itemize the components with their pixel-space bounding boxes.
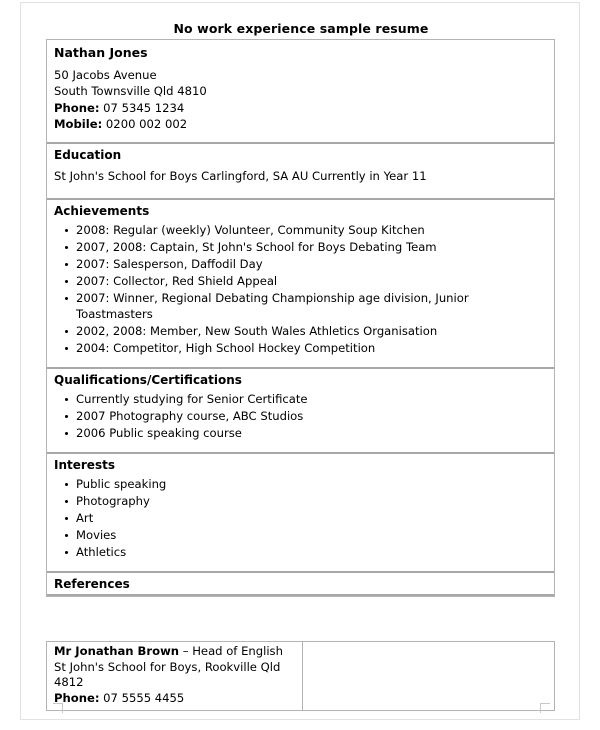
references-heading: References <box>54 577 130 592</box>
reference-empty-cell <box>303 642 554 710</box>
achievements-list <box>54 223 547 358</box>
margin-corner-bottom-right <box>540 703 550 713</box>
reference-organisation: St John's School for Boys, Rookville Qld 4812 <box>54 659 281 690</box>
section-achievements <box>47 198 554 367</box>
achievements-body <box>47 223 554 367</box>
list-item: 2007 Photography course, ABC Studios <box>76 409 547 426</box>
mobile-line <box>54 116 547 132</box>
interests-heading: Interests <box>54 458 115 473</box>
interests-list <box>54 477 547 562</box>
education-text: St John's School for Boys Carlingford, SA AU Currently in Year 11 <box>54 168 427 183</box>
address-line-2: South Townsville Qld 4810 <box>54 84 207 99</box>
reference-name: Mr Jonathan Brown <box>54 644 180 658</box>
reference-phone-value: 07 5555 4455 <box>99 690 185 705</box>
phone-label: Phone: <box>54 100 100 115</box>
list-item: Movies <box>76 528 547 545</box>
list-item: 2008: Regular (weekly) Volunteer, Community Soup Kitchen <box>76 223 547 240</box>
section-education <box>47 142 554 198</box>
list-item: 2007: Collector, Red Shield Appeal <box>76 274 547 291</box>
list-item: 2007: Winner, Regional Debating Championship age division, Junior Toastmasters <box>76 291 547 324</box>
reference-name-line <box>54 644 298 660</box>
phone-line <box>54 100 547 116</box>
applicant-name: Nathan Jones <box>54 45 148 60</box>
reference-phone-line <box>54 691 298 707</box>
education-heading: Education <box>54 147 122 162</box>
reference-entry <box>47 642 303 710</box>
phone-value: 07 5345 1234 <box>99 100 185 115</box>
list-item: Currently studying for Senior Certificate <box>76 392 547 409</box>
achievements-heading: Achievements <box>54 204 150 219</box>
section-interests <box>47 452 554 571</box>
interests-body <box>47 477 554 571</box>
margin-corner-bottom-left <box>53 703 63 713</box>
section-qualifications <box>47 367 554 452</box>
qualifications-body <box>47 392 554 452</box>
list-item: 2002, 2008: Member, New South Wales Athletics Organisation <box>76 324 547 341</box>
reference-phone-label: Phone: <box>54 690 100 705</box>
qualifications-list <box>54 392 547 443</box>
mobile-label: Mobile: <box>54 117 103 132</box>
section-personal-details <box>47 40 554 142</box>
list-item: Public speaking <box>76 477 547 494</box>
reference-role: – Head of English <box>179 644 283 658</box>
qualifications-heading: Qualifications/Certifications <box>54 373 242 388</box>
contact-details <box>47 67 554 142</box>
list-item: 2004: Competitor, High School Hockey Competition <box>76 341 547 358</box>
list-item: Athletics <box>76 545 547 562</box>
document-page <box>20 2 580 720</box>
resume-table <box>46 39 555 597</box>
reference-table <box>46 641 555 711</box>
list-item: 2006 Public speaking course <box>76 426 547 443</box>
list-item: Photography <box>76 494 547 511</box>
list-item: Art <box>76 511 547 528</box>
section-references <box>47 571 554 596</box>
list-item: 2007: Salesperson, Daffodil Day <box>76 257 547 274</box>
page-title: No work experience sample resume <box>173 21 429 36</box>
list-item: 2007, 2008: Captain, St John's School for Boys Debating Team <box>76 240 547 257</box>
address-line-1: 50 Jacobs Avenue <box>54 68 157 82</box>
mobile-value: 0200 002 002 <box>102 117 188 132</box>
